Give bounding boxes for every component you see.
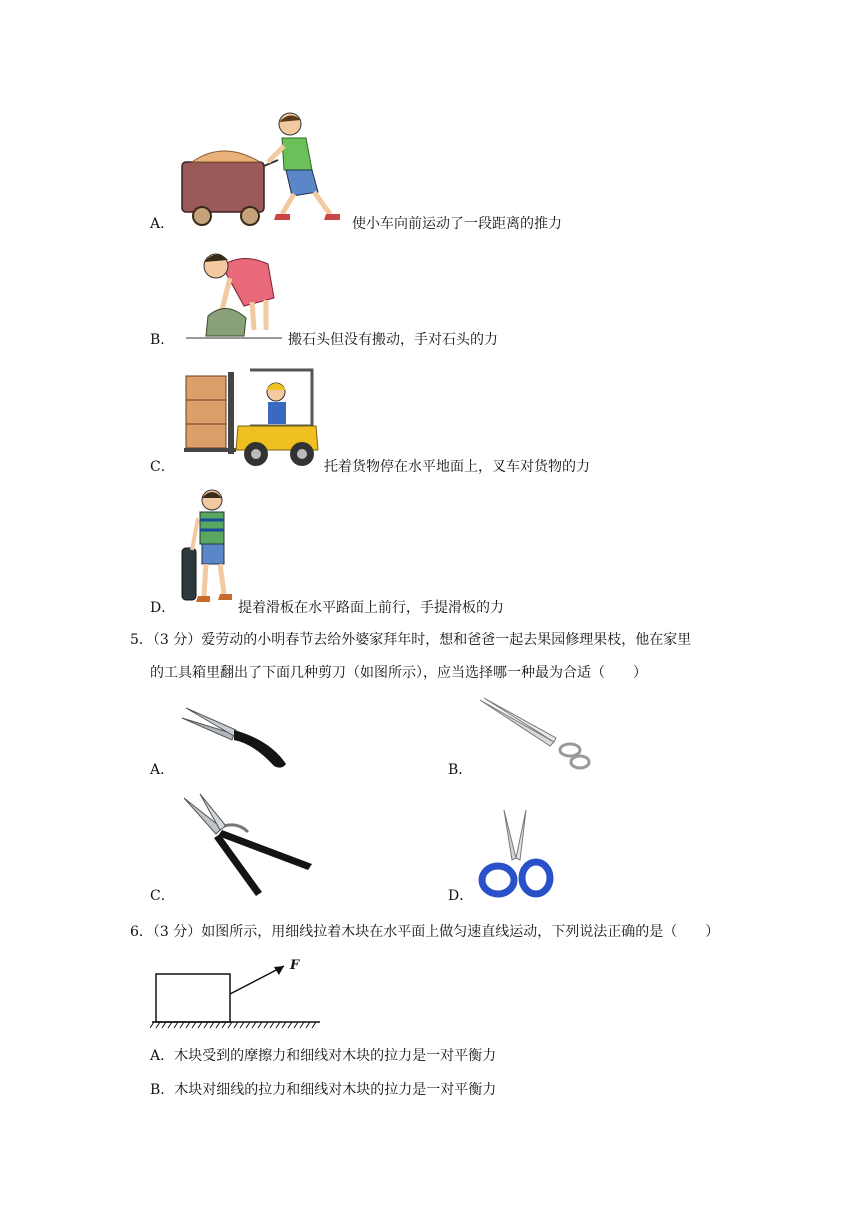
q4-option-a[interactable]: [150, 214, 174, 234]
q4-option-b[interactable]: [150, 330, 174, 350]
q5-stem-line2: 的工具箱里翻出了下面几种剪刀（如图所示），应当选择哪一种最为合适（ ）: [150, 665, 647, 681]
q5-option-c[interactable]: [150, 886, 175, 906]
forklift-with-boxes-illustration: [180, 366, 322, 470]
boy-pushing-cart-illustration: [178, 110, 348, 228]
option-label: D．: [150, 600, 176, 616]
q5-option-b[interactable]: [448, 760, 472, 780]
thread-snips-icon: [178, 700, 292, 774]
q6-stem: 6．（3 分）如图所示，用细线拉着木块在水平面上做匀速直线运动，下列说法正确的是（ ）: [130, 924, 720, 940]
q6-option-b[interactable]: [150, 1080, 496, 1100]
boy-carrying-skateboard-illustration: [180, 488, 236, 612]
option-label: D．: [448, 888, 474, 904]
blue-handle-scissors-icon: [474, 808, 558, 900]
q4-option-d-text: 提着滑板在水平路面上前行，手提滑板的力: [238, 600, 504, 616]
q4-option-c[interactable]: [150, 457, 175, 477]
q4-option-a-text: 使小车向前运动了一段距离的推力: [352, 216, 562, 232]
q6-option-a[interactable]: [150, 1046, 496, 1066]
pruning-shears-icon: [178, 792, 316, 898]
q4-option-b-text: 搬石头但没有搬动，手对石头的力: [288, 332, 498, 348]
barber-scissors-icon: [476, 696, 596, 772]
q5-stem-line1: 5．（3 分）爱劳动的小明春节去给外婆家拜年时，想和爸爸一起去果园修理果枝，他在家里: [130, 632, 692, 648]
force-label: F: [290, 958, 300, 973]
option-label: B．: [448, 762, 473, 778]
girl-lifting-rock-illustration: [182, 244, 282, 340]
q5-option-a[interactable]: [150, 760, 174, 780]
option-label: C．: [150, 459, 175, 475]
option-label: C．: [150, 888, 175, 904]
option-text: 木块受到的摩擦力和细线对木块的拉力是一对平衡力: [174, 1048, 497, 1064]
option-label: B．: [150, 1082, 175, 1098]
option-label: B．: [150, 332, 175, 348]
option-label: A．: [150, 216, 175, 232]
q4-option-d[interactable]: [150, 598, 175, 618]
option-label: A．: [150, 1048, 175, 1064]
option-text: 木块对细线的拉力和细线对木块的拉力是一对平衡力: [174, 1082, 497, 1098]
option-label: A．: [150, 762, 175, 778]
q5-option-d[interactable]: [448, 886, 473, 906]
q4-option-c-text: 托着货物停在水平地面上，叉车对货物的力: [324, 459, 590, 475]
